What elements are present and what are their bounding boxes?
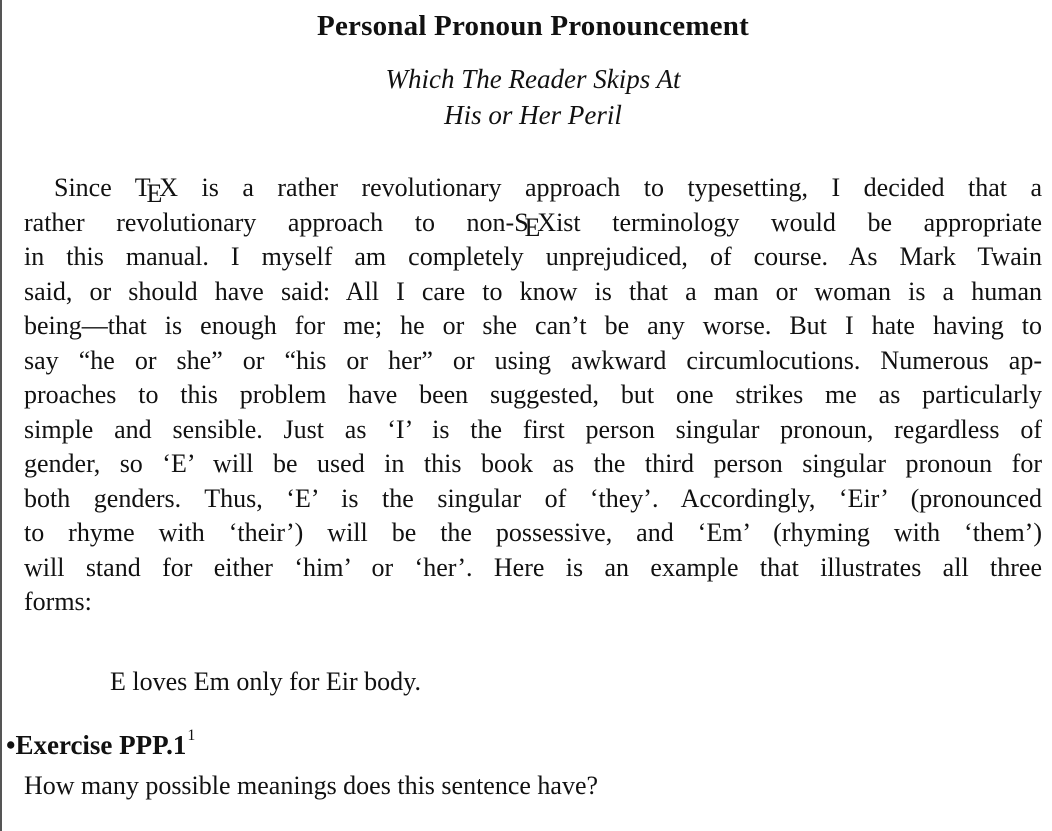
paragraph-line: simple and sensible. Just as ‘I’ is the first person singular pronoun, regardless of <box>24 414 1042 444</box>
footnote-marker[interactable]: 1 <box>187 727 196 744</box>
exercise-question: How many possible meanings does this sentence have? <box>24 771 599 800</box>
page-title: Personal Pronoun Pronouncement <box>317 10 749 42</box>
paragraph-line <box>24 171 1042 206</box>
tex-logo-e: E <box>146 178 163 208</box>
text-fragment: Xist terminology would be appropriate <box>537 207 1043 237</box>
exercise-label: Exercise PPP.1 <box>15 730 187 760</box>
text-fragment: Since T <box>54 173 151 202</box>
text-fragment: rather revolutionary approach to non-S <box>24 207 529 237</box>
paragraph-line: will stand for either ‘him’ or ‘her’. Here is an example that illustrates all three <box>24 552 1042 582</box>
paragraph-line: said, or should have said: All I care to know is that a man or woman is a human <box>24 276 1042 306</box>
paragraph-line: gender, so ‘E’ will be used in this book as the third person singular pronoun for <box>24 449 1042 478</box>
tex-logo-x: X <box>159 173 179 202</box>
paragraph-line <box>24 206 1042 241</box>
example-sentence: E loves Em only for Eir body. <box>110 667 421 696</box>
paragraph-line: say “he or she” or “his or her” or using awkward circumlocutions. Numerous ap- <box>24 345 1042 375</box>
subtitle-line-2: His or Her Peril <box>444 100 622 130</box>
paragraph-line: both genders. Thus, ‘E’ is the singular of ‘they’. Accordingly, ‘Eir’ (pronounced <box>24 483 1042 513</box>
paragraph-line: being—that is enough for me; he or she can’t be any worse. But I hate having to <box>24 311 1042 340</box>
subtitle-line-1: Which The Reader Skips At <box>385 64 681 94</box>
body-paragraph <box>24 171 1042 620</box>
text-fragment: is a rather revolutionary approach to typesetting, I decided that a <box>178 173 1042 202</box>
sexist-logo-e: E <box>524 213 541 243</box>
paragraph-line: forms: <box>24 587 92 616</box>
paragraph-line: proaches to this problem have been suggested, but one strikes me as particularly <box>24 380 1042 409</box>
exercise-heading <box>6 727 196 761</box>
paragraph-line: in this manual. I myself am completely unprejudiced, of course. As Mark Twain <box>24 242 1042 271</box>
bullet-icon: • <box>6 730 16 760</box>
paragraph-line: to rhyme with ‘their’) will be the possessive, and ‘Em’ (rhyming with ‘them’) <box>24 518 1042 547</box>
